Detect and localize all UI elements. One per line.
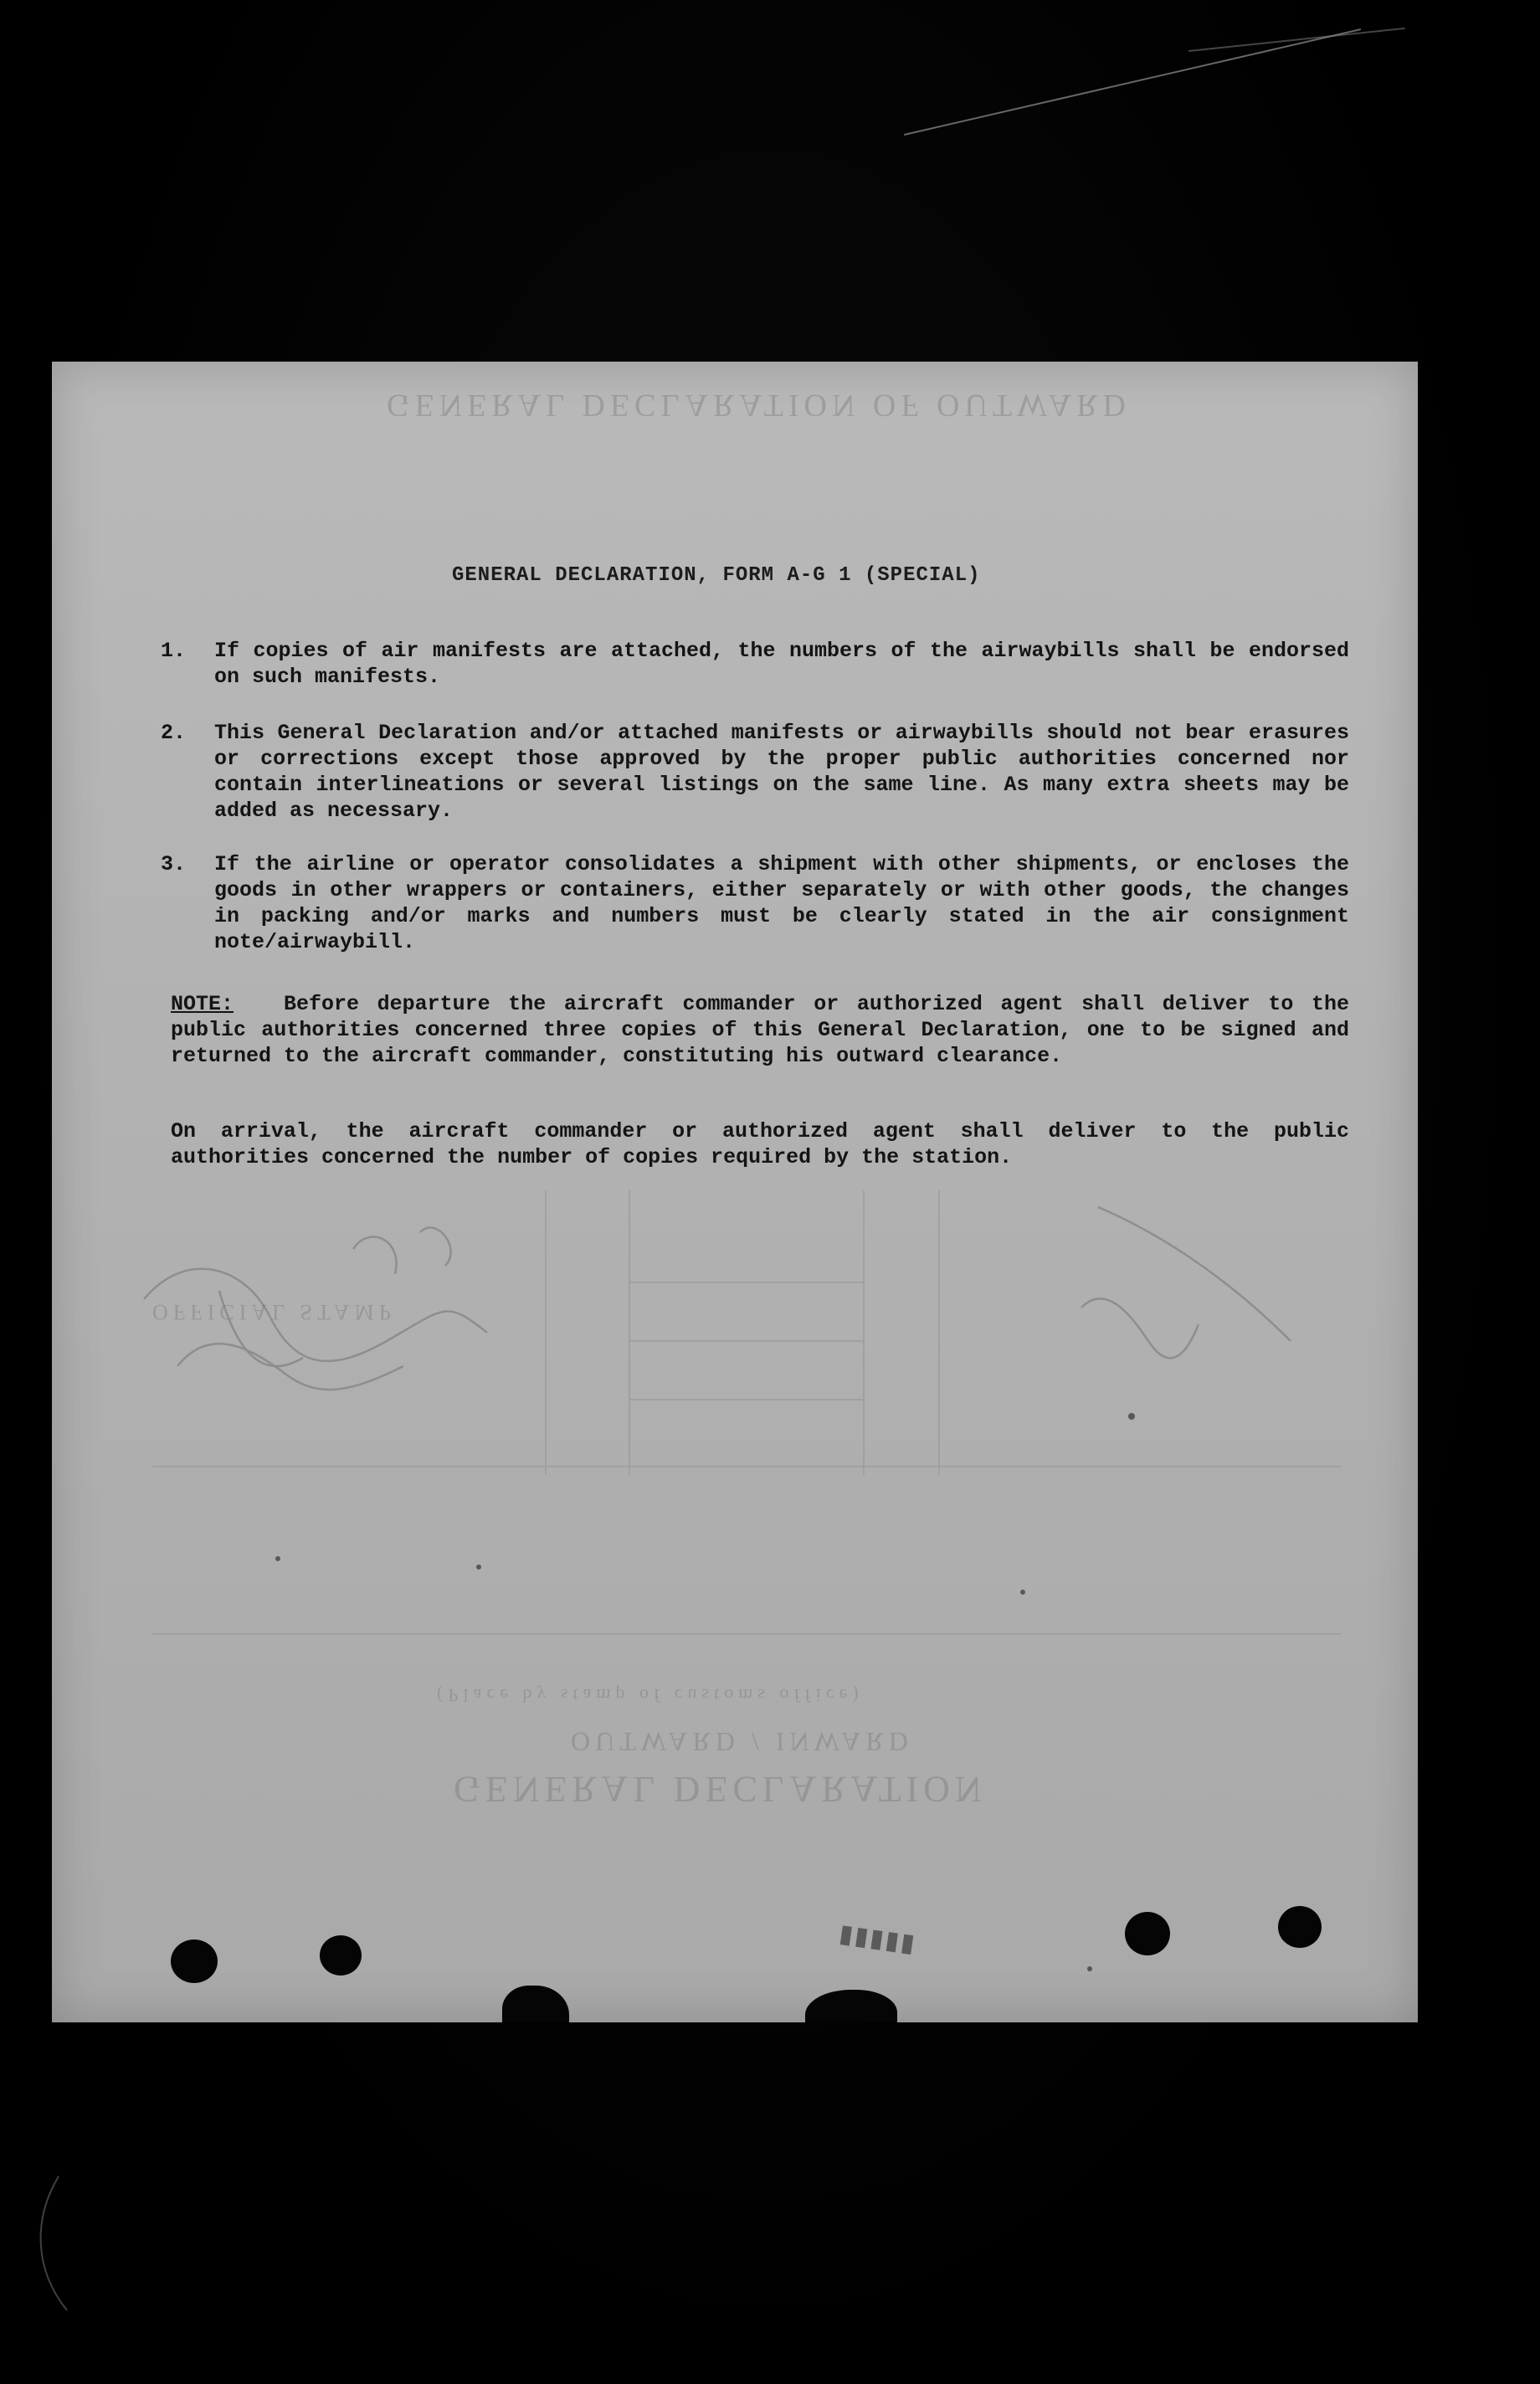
arrival-paragraph: On arrival, the aircraft commander or authorized agent shall deliver to the public authorities concerned the number of copies required by the station. (171, 1119, 1349, 1169)
document-page (52, 362, 1418, 2022)
instruction-item-1 (161, 638, 1349, 690)
item-text: This General Declaration and/or attached manifests or airwaybills should not bear erasures or corrections except those approved by the proper public authorities concerned nor contain interlineations or several listings on the same line. As many extra sheets may be added as necessary. (214, 721, 1349, 823)
scan-artifact (0, 2143, 117, 2344)
item-number: 3. (161, 852, 187, 876)
punch-hole (171, 1940, 218, 1983)
bleed-through-reverse-side: GENERAL DECLARATION OF OUTWARD GENERAL DECLARATION OUTWARD / INWARD (Place by stamp of customs office) OFFICIAL STAMP (52, 362, 1418, 2022)
note-paragraph (171, 991, 1349, 1069)
note-text: Before departure the aircraft commander or authorized agent shall deliver to the public authorities concerned three copies of this General Declaration, one to be signed and returned to the aircraft commander, constituting his outward clearance. (171, 992, 1349, 1068)
item-number: 1. (161, 639, 187, 663)
faint-stamp-mark: ▮▮▮▮▮ (837, 1922, 918, 1961)
punch-hole (320, 1935, 362, 1976)
punch-hole (1278, 1906, 1322, 1948)
document-text-area (52, 362, 1418, 2022)
instruction-item-3 (161, 851, 1349, 955)
punch-hole (1125, 1912, 1170, 1955)
item-text: If copies of air manifests are attached, the numbers of the airwaybills shall be endorsed on such manifests. (214, 639, 1349, 689)
note-label: NOTE: (171, 992, 234, 1016)
page-title: GENERAL DECLARATION, FORM A-G 1 (SPECIAL) (452, 564, 981, 587)
instruction-item-2 (161, 720, 1349, 824)
item-number: 2. (161, 721, 187, 745)
item-text: If the airline or operator consolidates a shipment with other shipments, or encloses the goods in other wrappers or containers, either separately or with other goods, the changes in packing and/or marks and numbers must be clearly stated in the air consignment note/airwaybill. (214, 852, 1349, 954)
